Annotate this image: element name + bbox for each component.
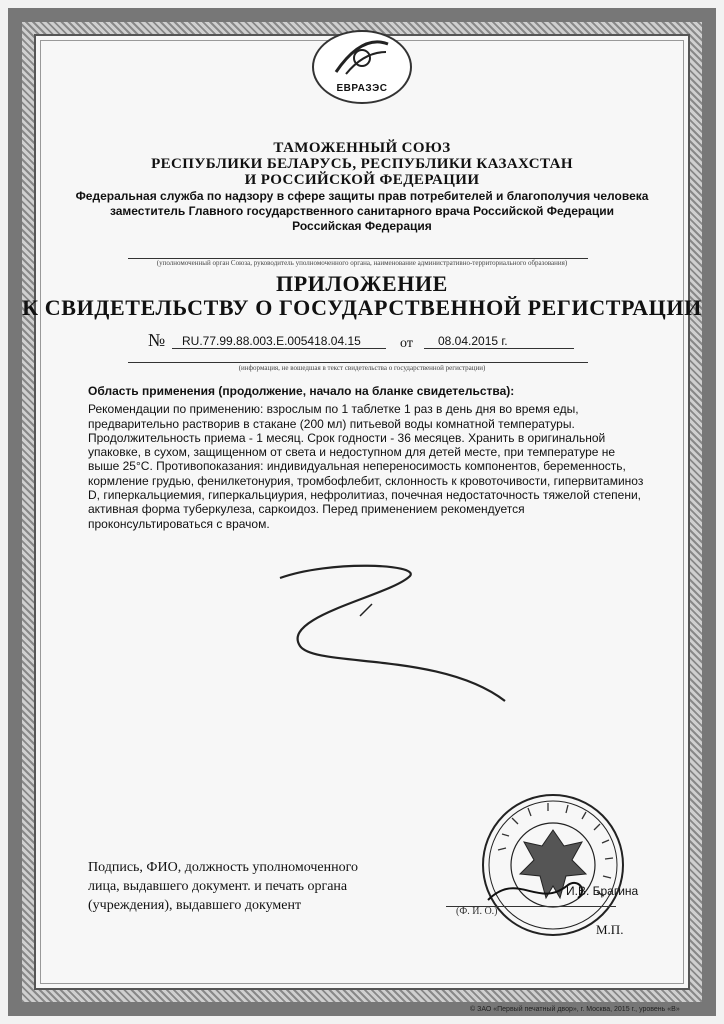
agency-line-3: Российская Федерация xyxy=(292,219,432,233)
signature-label-line-2: лица, выдавшего документ. и печать органа xyxy=(88,879,348,894)
body-line: предварительно растворив в стакане (200 мл) питьевой воды комнатной температуры. xyxy=(88,416,575,431)
blank-space-z-line xyxy=(240,556,540,716)
header-line-1: ТАМОЖЕННЫЙ СОЮЗ xyxy=(273,140,451,156)
official-name: И.В. Брагина xyxy=(566,884,639,898)
body-line: Рекомендации по применению: взрослым по 1 таблетке 1 раз в день дня во время еды, xyxy=(88,402,579,417)
registration-caption: (информация, не вошедшая в текст свидетельства о государственной регистрации) xyxy=(238,364,486,372)
logo-text: ЕВРАЗЭС xyxy=(336,83,388,94)
seal-place-label: М.П. xyxy=(596,922,624,937)
evrazes-logo xyxy=(312,30,412,104)
body-line: проконсультироваться с врачом. xyxy=(88,516,270,531)
logo-emblem-icon xyxy=(332,38,392,78)
body-line: выше 25°С. Противопоказания: индивидуальная непереносимость компонентов, беременность, xyxy=(88,459,626,474)
body-line: упаковке, в сухом, защищенном от света и недоступном для детей месте, при температуре не xyxy=(88,445,616,460)
registration-number-row xyxy=(148,330,578,352)
registration-number: RU.77.99.88.003.E.005418.04.15 xyxy=(182,334,361,348)
caption-underline xyxy=(128,362,588,363)
from-label: от xyxy=(400,336,413,351)
official-seal xyxy=(478,790,628,940)
agency-line-2: заместитель Главного государственного санитарного врача Российской Федерации xyxy=(109,204,615,218)
body-line: активная форма туберкулеза, саркоидоз. Перед применением рекомендуется xyxy=(88,502,525,517)
body-line: Продолжительность приема - 1 месяц. Срок годности - 36 месяцев. Хранить в оригинальной xyxy=(88,430,606,445)
header-line-3: И РОССИЙСКОЙ ФЕДЕРАЦИИ xyxy=(244,172,480,188)
agency-caption: (уполномоченный орган Союза, руководитель уполномоченного органа, наименование административно-территориального образования) xyxy=(156,259,568,267)
number-sign: № xyxy=(148,330,166,350)
title-line-2: К СВИДЕТЕЛЬСТВУ О ГОСУДАРСТВЕННОЙ РЕГИСТРАЦИИ xyxy=(22,295,702,320)
fio-caption: (Ф. И. О.) xyxy=(456,906,498,917)
application-area-text xyxy=(88,384,648,531)
body-line: кормление грудью, фенилкетонурия, тромбофлебит, склонность к кровоточивости, гипервитаминоз xyxy=(88,473,644,488)
title-line-1: ПРИЛОЖЕНИЕ xyxy=(276,271,448,296)
registration-date: 08.04.2015 г. xyxy=(438,334,508,348)
header-line-2: РЕСПУБЛИКИ БЕЛАРУСЬ, РЕСПУБЛИКИ КАЗАХСТАН xyxy=(151,156,573,172)
application-area-heading: Область применения (продолжение, начало на бланке свидетельства): xyxy=(88,384,515,398)
body-line: D, гиперкальциемия, гиперкальциурия, нефролитиаз, почечная недостаточность тяжелой степени, xyxy=(88,488,642,503)
date-underline xyxy=(424,348,574,349)
agency-line-1: Федеральная служба по надзору в сфере защиты прав потребителей и благополучия человека xyxy=(75,189,649,203)
signature-label xyxy=(88,858,408,915)
signature-label-line-1: Подпись, ФИО, должность уполномоченного xyxy=(88,860,358,875)
signature-label-line-3: (учреждения), выдавшего документ xyxy=(88,898,302,913)
number-underline xyxy=(172,348,386,349)
printer-footer: © ЗАО «Первый печатный двор», г. Москва, 2015 г., уровень «В» xyxy=(470,1006,680,1013)
